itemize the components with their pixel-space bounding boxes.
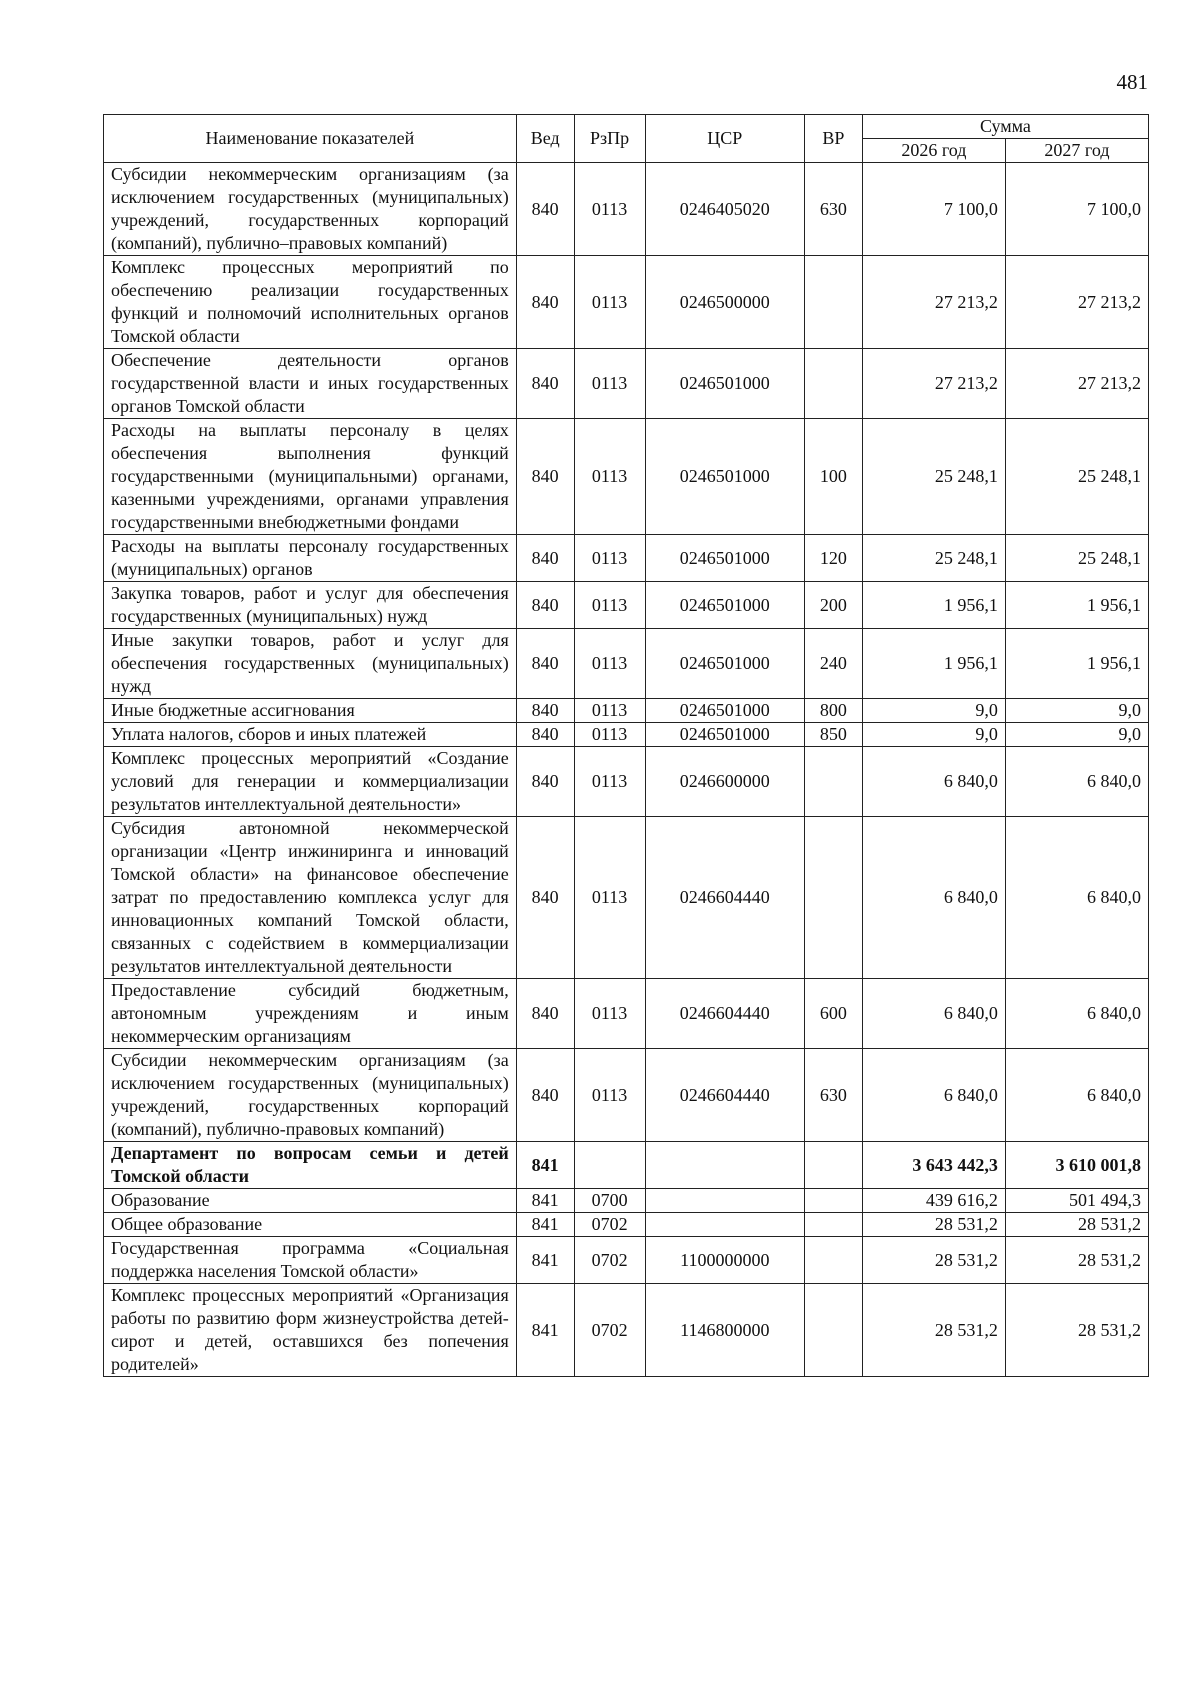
table-row — [104, 419, 1149, 535]
cell-name: Иные закупки товаров, работ и услуг для обеспечения государственных (муниципальных) нужд — [104, 629, 517, 699]
cell-csr: 0246604440 — [645, 1049, 804, 1142]
cell-s2027: 28 531,2 — [1005, 1237, 1148, 1284]
cell-rzpr: 0700 — [574, 1189, 645, 1213]
cell-name: Субсидия автономной некоммерческой организации «Центр инжиниринга и инноваций Томской области» на финансовое обеспечение затрат по предоставлению комплекса услуг для инновационных компаний Томской области, связанных с содействием в коммерциализации результатов интеллектуальной деятельности — [104, 817, 517, 979]
cell-csr: 0246501000 — [645, 582, 804, 629]
table-row — [104, 747, 1149, 817]
table-row — [104, 163, 1149, 256]
cell-ved: 840 — [516, 535, 574, 582]
cell-name: Образование — [104, 1189, 517, 1213]
cell-rzpr: 0113 — [574, 163, 645, 256]
cell-rzpr: 0113 — [574, 699, 645, 723]
cell-ved: 841 — [516, 1284, 574, 1377]
cell-rzpr — [574, 1142, 645, 1189]
cell-ved: 840 — [516, 747, 574, 817]
cell-csr: 0246600000 — [645, 747, 804, 817]
table-row — [104, 1213, 1149, 1237]
cell-s2027: 6 840,0 — [1005, 979, 1148, 1049]
cell-s2027: 9,0 — [1005, 699, 1148, 723]
cell-vr: 630 — [805, 163, 863, 256]
cell-csr: 0246501000 — [645, 535, 804, 582]
cell-s2026: 28 531,2 — [862, 1284, 1005, 1377]
cell-s2026: 28 531,2 — [862, 1237, 1005, 1284]
cell-s2026: 1 956,1 — [862, 582, 1005, 629]
cell-name: Комплекс процессных мероприятий по обеспечению реализации государственных функций и полномочий исполнительных органов Томской области — [104, 256, 517, 349]
cell-s2027: 9,0 — [1005, 723, 1148, 747]
cell-s2026: 9,0 — [862, 699, 1005, 723]
cell-ved: 840 — [516, 629, 574, 699]
table-row — [104, 1284, 1149, 1377]
table-header — [104, 115, 1149, 163]
cell-vr: 630 — [805, 1049, 863, 1142]
cell-rzpr: 0113 — [574, 535, 645, 582]
cell-rzpr: 0113 — [574, 419, 645, 535]
cell-ved: 841 — [516, 1142, 574, 1189]
cell-ved: 840 — [516, 723, 574, 747]
cell-vr: 800 — [805, 699, 863, 723]
cell-name: Обеспечение деятельности органов государственной власти и иных государственных органов Томской области — [104, 349, 517, 419]
cell-name: Государственная программа «Социальная поддержка населения Томской области» — [104, 1237, 517, 1284]
cell-s2027: 27 213,2 — [1005, 256, 1148, 349]
cell-csr: 0246501000 — [645, 723, 804, 747]
cell-vr — [805, 1284, 863, 1377]
cell-csr: 0246501000 — [645, 629, 804, 699]
table-body — [104, 163, 1149, 1377]
cell-name: Иные бюджетные ассигнования — [104, 699, 517, 723]
header-2027: 2027 год — [1005, 139, 1148, 163]
table-row — [104, 723, 1149, 747]
cell-vr — [805, 1213, 863, 1237]
cell-s2026: 27 213,2 — [862, 256, 1005, 349]
cell-ved: 840 — [516, 256, 574, 349]
cell-s2027: 28 531,2 — [1005, 1284, 1148, 1377]
cell-name: Расходы на выплаты персоналу государственных (муниципальных) органов — [104, 535, 517, 582]
cell-csr — [645, 1213, 804, 1237]
table-row — [104, 817, 1149, 979]
cell-name: Субсидии некоммерческим организациям (за исключением государственных (муниципальных) учреждений, государственных корпораций (компаний), публично-правовых компаний) — [104, 1049, 517, 1142]
cell-ved: 840 — [516, 1049, 574, 1142]
cell-s2026: 3 643 442,3 — [862, 1142, 1005, 1189]
cell-vr — [805, 256, 863, 349]
cell-rzpr: 0113 — [574, 747, 645, 817]
cell-s2026: 25 248,1 — [862, 535, 1005, 582]
cell-name: Комплекс процессных мероприятий «Создание условий для генерации и коммерциализации результатов интеллектуальной деятельности» — [104, 747, 517, 817]
cell-s2027: 25 248,1 — [1005, 535, 1148, 582]
cell-csr: 0246501000 — [645, 349, 804, 419]
cell-s2027: 1 956,1 — [1005, 629, 1148, 699]
cell-vr: 120 — [805, 535, 863, 582]
cell-csr: 1100000000 — [645, 1237, 804, 1284]
cell-s2026: 439 616,2 — [862, 1189, 1005, 1213]
cell-csr: 0246604440 — [645, 817, 804, 979]
header-csr: ЦСР — [645, 115, 804, 163]
cell-vr: 100 — [805, 419, 863, 535]
cell-name: Предоставление субсидий бюджетным, автономным учреждениям и иным некоммерческим организациям — [104, 979, 517, 1049]
cell-ved: 840 — [516, 699, 574, 723]
cell-s2026: 7 100,0 — [862, 163, 1005, 256]
cell-vr — [805, 817, 863, 979]
cell-name: Уплата налогов, сборов и иных платежей — [104, 723, 517, 747]
cell-rzpr: 0113 — [574, 979, 645, 1049]
header-ved: Вед — [516, 115, 574, 163]
cell-ved: 840 — [516, 582, 574, 629]
cell-name: Закупка товаров, работ и услуг для обеспечения государственных (муниципальных) нужд — [104, 582, 517, 629]
cell-s2026: 6 840,0 — [862, 1049, 1005, 1142]
cell-s2027: 3 610 001,8 — [1005, 1142, 1148, 1189]
header-name: Наименование показателей — [104, 115, 517, 163]
cell-s2026: 6 840,0 — [862, 747, 1005, 817]
cell-ved: 840 — [516, 419, 574, 535]
cell-s2026: 27 213,2 — [862, 349, 1005, 419]
cell-name: Общее образование — [104, 1213, 517, 1237]
cell-csr: 0246500000 — [645, 256, 804, 349]
cell-csr: 0246501000 — [645, 699, 804, 723]
cell-vr — [805, 1142, 863, 1189]
cell-vr: 850 — [805, 723, 863, 747]
cell-csr: 0246405020 — [645, 163, 804, 256]
cell-csr: 1146800000 — [645, 1284, 804, 1377]
cell-name: Департамент по вопросам семьи и детей Томской области — [104, 1142, 517, 1189]
cell-s2026: 6 840,0 — [862, 817, 1005, 979]
cell-rzpr: 0113 — [574, 817, 645, 979]
cell-s2027: 28 531,2 — [1005, 1213, 1148, 1237]
cell-name: Субсидии некоммерческим организациям (за исключением государственных (муниципальных) учреждений, государственных корпораций (компаний), публично–правовых компаний) — [104, 163, 517, 256]
cell-csr: 0246604440 — [645, 979, 804, 1049]
cell-vr — [805, 349, 863, 419]
header-rzpr: РзПр — [574, 115, 645, 163]
table-row — [104, 1142, 1149, 1189]
cell-ved: 840 — [516, 979, 574, 1049]
cell-ved: 841 — [516, 1189, 574, 1213]
cell-s2026: 25 248,1 — [862, 419, 1005, 535]
cell-rzpr: 0113 — [574, 723, 645, 747]
cell-vr — [805, 1237, 863, 1284]
budget-table — [103, 114, 1149, 1377]
table-row — [104, 582, 1149, 629]
cell-ved: 841 — [516, 1237, 574, 1284]
header-vr: ВР — [805, 115, 863, 163]
cell-rzpr: 0113 — [574, 1049, 645, 1142]
page-number: 481 — [1116, 70, 1148, 94]
cell-name: Расходы на выплаты персоналу в целях обеспечения выполнения функций государственными (муниципальными) органами, казенными учреждениями, органами управления государственными внебюджетными фондами — [104, 419, 517, 535]
cell-rzpr: 0702 — [574, 1237, 645, 1284]
cell-s2026: 9,0 — [862, 723, 1005, 747]
cell-ved: 840 — [516, 817, 574, 979]
cell-vr: 200 — [805, 582, 863, 629]
cell-s2027: 6 840,0 — [1005, 747, 1148, 817]
cell-rzpr: 0113 — [574, 349, 645, 419]
cell-ved: 840 — [516, 349, 574, 419]
header-2026: 2026 год — [862, 139, 1005, 163]
cell-vr: 600 — [805, 979, 863, 1049]
table-row — [104, 979, 1149, 1049]
cell-csr — [645, 1142, 804, 1189]
table-row — [104, 1049, 1149, 1142]
table-row — [104, 699, 1149, 723]
cell-rzpr: 0113 — [574, 582, 645, 629]
header-sum: Сумма — [862, 115, 1148, 139]
cell-ved: 841 — [516, 1213, 574, 1237]
cell-s2027: 501 494,3 — [1005, 1189, 1148, 1213]
table-row — [104, 535, 1149, 582]
cell-s2026: 28 531,2 — [862, 1213, 1005, 1237]
cell-rzpr: 0702 — [574, 1213, 645, 1237]
cell-csr: 0246501000 — [645, 419, 804, 535]
cell-s2027: 6 840,0 — [1005, 1049, 1148, 1142]
cell-s2027: 1 956,1 — [1005, 582, 1148, 629]
table-row — [104, 349, 1149, 419]
table-row — [104, 256, 1149, 349]
cell-s2026: 6 840,0 — [862, 979, 1005, 1049]
cell-csr — [645, 1189, 804, 1213]
cell-name: Комплекс процессных мероприятий «Организация работы по развитию форм жизнеустройства детей-сирот и детей, оставшихся без попечения родителей» — [104, 1284, 517, 1377]
cell-s2027: 25 248,1 — [1005, 419, 1148, 535]
cell-vr — [805, 747, 863, 817]
cell-s2027: 27 213,2 — [1005, 349, 1148, 419]
cell-vr — [805, 1189, 863, 1213]
cell-vr: 240 — [805, 629, 863, 699]
cell-rzpr: 0113 — [574, 256, 645, 349]
cell-s2027: 6 840,0 — [1005, 817, 1148, 979]
cell-rzpr: 0113 — [574, 629, 645, 699]
cell-rzpr: 0702 — [574, 1284, 645, 1377]
table-row — [104, 1237, 1149, 1284]
table-row — [104, 629, 1149, 699]
cell-s2026: 1 956,1 — [862, 629, 1005, 699]
cell-s2027: 7 100,0 — [1005, 163, 1148, 256]
table-row — [104, 1189, 1149, 1213]
cell-ved: 840 — [516, 163, 574, 256]
